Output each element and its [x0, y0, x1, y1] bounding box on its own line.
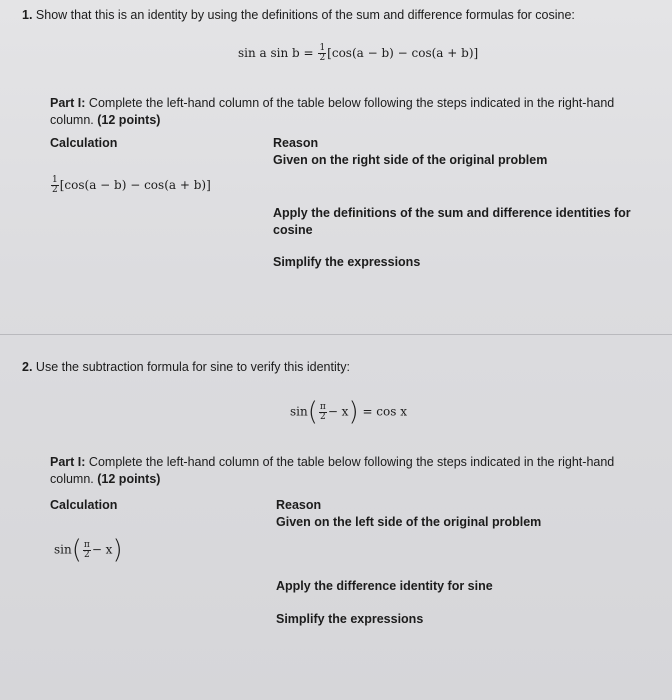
question-2-identity	[290, 397, 407, 427]
question-2-prompt	[22, 360, 350, 374]
table-2-reason-apply: Apply the difference identity for sine	[276, 579, 493, 593]
calc-1-frac-num: 1	[52, 175, 58, 185]
identity-2-minus-x: − x	[327, 404, 349, 419]
table-1-calc-row-1	[50, 176, 211, 195]
part-2-label: Part I:	[50, 455, 86, 469]
question-2-text: Use the subtraction formula for sine to verify this identity:	[35, 360, 350, 374]
question-1-part-instructions	[50, 95, 614, 129]
identity-1-frac-den: 2	[319, 53, 326, 63]
question-1-number: 1.	[22, 8, 33, 22]
table-1-reason-simplify: Simplify the expressions	[273, 255, 421, 269]
part-1-text-line2: column.	[50, 113, 94, 127]
calc-2-minus-x: − x	[91, 542, 113, 557]
table-1-reason-apply	[273, 205, 631, 239]
identity-2-fn: sin	[290, 404, 308, 419]
calc-1-expr: [cos(a − b) − cos(a + b)]	[59, 178, 211, 192]
calc-2-frac-den: 2	[83, 549, 90, 560]
reason-apply-line2: cosine	[273, 223, 313, 237]
identity-1-fraction	[318, 44, 326, 63]
table-1-calculation-header: Calculation	[50, 136, 118, 150]
identity-2-close-paren: )	[348, 397, 359, 427]
calc-2-close-paren: )	[112, 535, 123, 565]
identity-1-frac-num: 1	[319, 43, 326, 53]
calc-2-frac-num: π	[83, 539, 90, 550]
question-2-number: 2.	[22, 360, 33, 374]
table-2-reason-header: Reason	[276, 498, 322, 512]
table-2-calculation-header: Calculation	[50, 498, 118, 512]
table-2-calc-row-1	[54, 535, 123, 565]
reason-apply-line1: Apply the definitions of the sum and difference identities for	[273, 206, 631, 220]
table-1-reason-given: Given on the right side of the original problem	[273, 153, 548, 167]
identity-2-fraction	[319, 403, 327, 422]
part-2-points: (12 points)	[97, 472, 161, 486]
table-2-reason-given: Given on the left side of the original problem	[276, 515, 542, 529]
table-1-reason-header: Reason	[273, 136, 319, 150]
identity-2-frac-num: π	[319, 401, 326, 412]
identity-2-open-paren: (	[307, 397, 318, 427]
part-2-text-line2: column.	[50, 472, 94, 486]
question-1-prompt	[22, 8, 575, 22]
question-1-text: Show that this is an identity by using the definitions of the sum and difference formulas for cosine:	[35, 8, 575, 22]
part-2-text-line1: Complete the left-hand column of the table below following the steps indicated in the right-hand	[88, 455, 615, 469]
calc-1-frac-den: 2	[52, 185, 58, 195]
calc-2-fn: sin	[54, 542, 72, 557]
calc-2-open-paren: (	[71, 535, 82, 565]
calc-2-fraction	[83, 541, 91, 560]
part-1-text-line1: Complete the left-hand column of the table below following the steps indicated in the right-hand	[88, 96, 615, 110]
part-1-points: (12 points)	[97, 113, 161, 127]
identity-1-lhs: sin a sin b =	[238, 46, 314, 60]
identity-2-frac-den: 2	[319, 411, 326, 422]
question-2-part-instructions	[50, 454, 614, 488]
identity-1-rhs: [cos(a − b) − cos(a + b)]	[327, 46, 479, 60]
question-1-identity	[238, 44, 478, 63]
part-1-label: Part I:	[50, 96, 86, 110]
identity-2-rhs: = cos x	[362, 404, 407, 419]
table-2-reason-simplify: Simplify the expressions	[276, 612, 424, 626]
section-divider	[0, 334, 672, 335]
calc-1-fraction	[51, 176, 59, 195]
